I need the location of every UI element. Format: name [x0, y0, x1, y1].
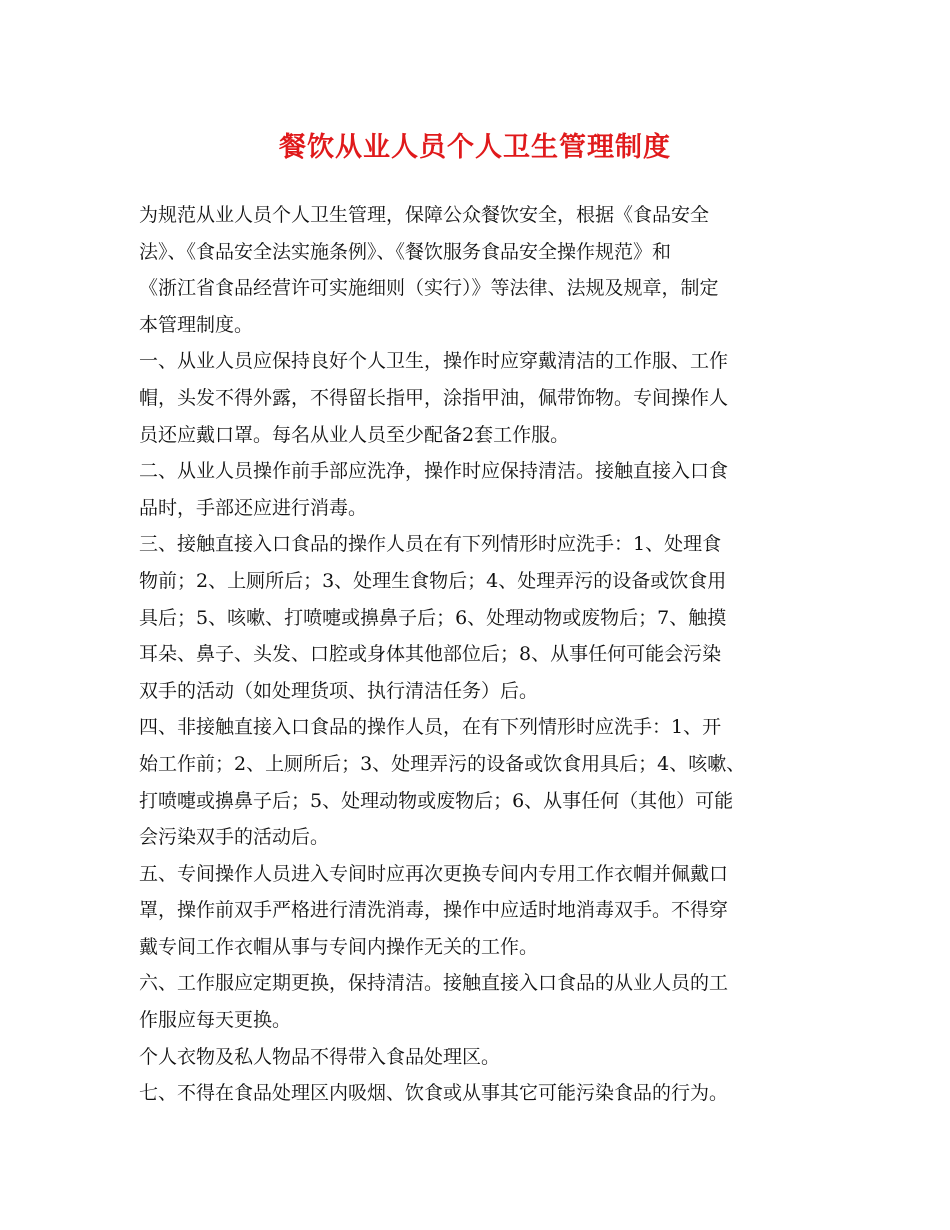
paragraph-rule-5: 五、专间操作人员进入专间时应再次更换专间内专用工作衣帽并佩戴口 罩，操作前双手严格进行清洗消毒，操作中应适时地消毒双手。不得穿 戴专间工作衣帽从事与专间内操作无关的工作。 — [139, 862, 729, 958]
paragraph-intro: 为规范从业人员个人卫生管理，保障公众餐饮安全，根据《食品安全 法》、《食品安全法实施条例》、《餐饮服务食品安全操作规范》和 《浙江省食品经营许可实施细则（实行）》等法律、法规及规章，制定 本管理制度。 — [139, 204, 719, 336]
paragraph-rule-1: 一、从业人员应保持良好个人卫生，操作时应穿戴清洁的工作服、工作 帽，头发不得外露，不得留长指甲，涂指甲油，佩带饰物。专间操作人 员还应戴口罩。每名从业人员至少配备2套工作服。 — [139, 350, 729, 446]
document-body — [139, 197, 825, 1112]
document-title: 餐饮从业人员个人卫生管理制度 — [279, 132, 671, 163]
paragraph-rule-6: 六、工作服应定期更换，保持清洁。接触直接入口食品的从业人员的工 作服应每天更换。 — [139, 972, 729, 1032]
paragraph-rule-2: 二、从业人员操作前手部应洗净，操作时应保持清洁。接触直接入口食 品时，手部还应进行消毒。 — [139, 460, 729, 519]
paragraph-rule-7: 七、不得在食品处理区内吸烟、饮食或从事其它可能污染食品的行为。 — [139, 1082, 729, 1105]
paragraph-rule-4: 四、非接触直接入口食品的操作人员，在有下列情形时应洗手：1、开 始工作前；2、上厕所后；3、处理弄污的设备或饮食用具后；4、咳嗽、 打喷嚏或擤鼻子后；5、处理动物或废物后；6、从事任何（其他）可能 会污染双手的活动后。 — [139, 716, 746, 849]
paragraph-rule-3: 三、接触直接入口食品的操作人员在有下列情形时应洗手：1、处理食 物前；2、上厕所后；3、处理生食物后；4、处理弄污的设备或饮食用 具后；5、咳嗽、打喷嚏或擤鼻子后；6、处理动物或废物后；7、触摸 耳朵、鼻子、头发、口腔或身体其他部位后；8、从事任何可能会污染 双手的活动（如处理货项、执行清洁任务）后。 — [139, 533, 727, 702]
paragraph-personal-items: 个人衣物及私人物品不得带入食品处理区。 — [139, 1045, 501, 1068]
